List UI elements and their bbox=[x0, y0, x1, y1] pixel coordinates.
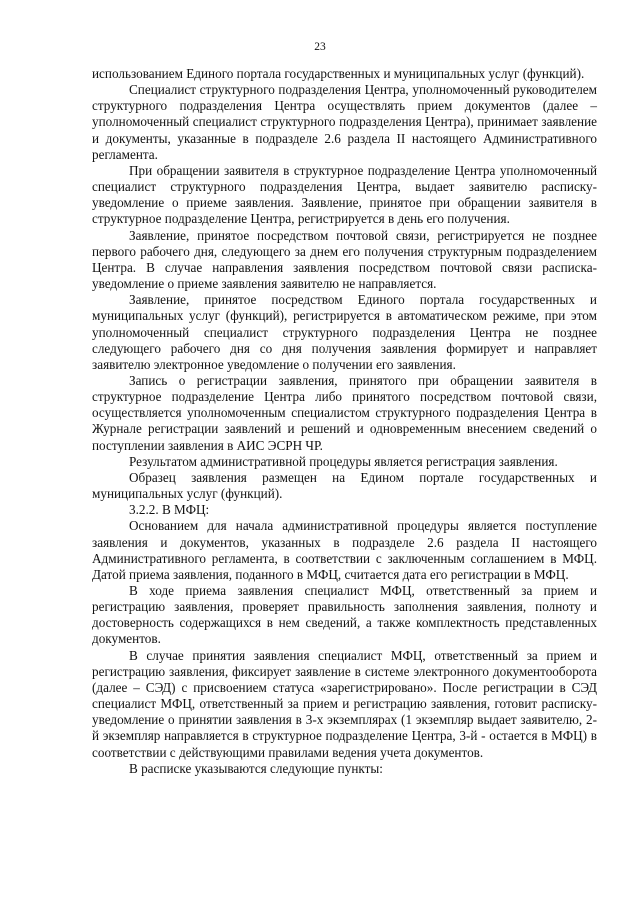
paragraph: 3.2.2. В МФЦ: bbox=[129, 502, 210, 518]
paragraph: В ходе приема заявления специалист МФЦ, ответственный за прием и регистрацию заявления, проверяет правильность заполнения заявления, полноту и достоверность содержащихся в нем сведений, а также комплектность представленных документов. bbox=[92, 583, 597, 647]
paragraph: Основанием для начала административной процедуры является поступление заявления и документов, указанных в подразделе 2.6 раздела II настоящего Административного регламента, в соответствии с заключенным соглашением в МФЦ. Датой приема заявления, поданного в МФЦ, считается дата его регистрации в МФЦ. bbox=[92, 518, 597, 582]
paragraph: При обращении заявителя в структурное подразделение Центра уполномоченный специалист структурного подразделения Центра, выдает заявителю расписку-уведомление о приеме заявления. Заявление, принятое при обращении заявителя в структурное подразделение Центра, регистрируется в день его получения. bbox=[92, 162, 597, 227]
paragraph: Образец заявления размещен на Едином портале государственных и муниципальных услуг (функций). bbox=[92, 469, 597, 502]
paragraph: Результатом административной процедуры является регистрация заявления. bbox=[129, 453, 558, 469]
page-number: 23 bbox=[314, 41, 326, 53]
paragraph: Специалист структурного подразделения Центра, уполномоченный руководителем структурного подразделения Центра осуществлять прием документов (далее – уполномоченный специалист структурного подразделения Центра), принимает заявление и документы, указанные в подразделе 2.6 раздела II настоящего Административного регламента. bbox=[92, 82, 597, 162]
paragraph: В расписке указываются следующие пункты: bbox=[129, 760, 383, 776]
document-body bbox=[92, 66, 597, 777]
paragraph: В случае принятия заявления специалист МФЦ, ответственный за прием и регистрацию заявления, фиксирует заявление в системе электронного документооборота (далее – СЭД) с присвоением статуса «зарегистрировано». После регистрации в СЭД специалист МФЦ, ответственный за прием и регистрацию заявления, готовит расписку-уведомление о принятии заявления в 3-х экземплярах (1 экземпляр выдает заявителю, 2-й экземпляр направляется в структурное подразделение Центра, 3-й - остается в МФЦ) в соответствии с действующими правилами ведения учета документов. bbox=[92, 647, 597, 760]
paragraph: Запись о регистрации заявления, принятого при обращении заявителя в структурное подразделение Центра либо принятого посредством почтовой связи, осуществляется уполномоченным специалистом структурного подразделения Центра в Журнале регистрации заявлений и решений и одновременным внесением сведений о поступлении заявления в АИС ЭСРН ЧР. bbox=[92, 372, 597, 453]
paragraph: Заявление, принятое посредством почтовой связи, регистрируется не позднее первого рабочего дня, следующего за днем его получения структурным подразделением Центра. В случае направления заявления посредством почтовой связи расписка-уведомление о приеме заявления заявителю не направляется. bbox=[92, 227, 597, 292]
paragraph: использованием Единого портала государственных и муниципальных услуг (функций). bbox=[92, 66, 585, 81]
paragraph: Заявление, принятое посредством Единого портала государственных и муниципальных услуг (функций), регистрируется в автоматическом режиме, при этом уполномоченный специалист структурного подразделения Центра не позднее следующего рабочего дня со дня получения заявления формирует и направляет заявителю электронное уведомление о получении его заявления. bbox=[92, 292, 597, 372]
